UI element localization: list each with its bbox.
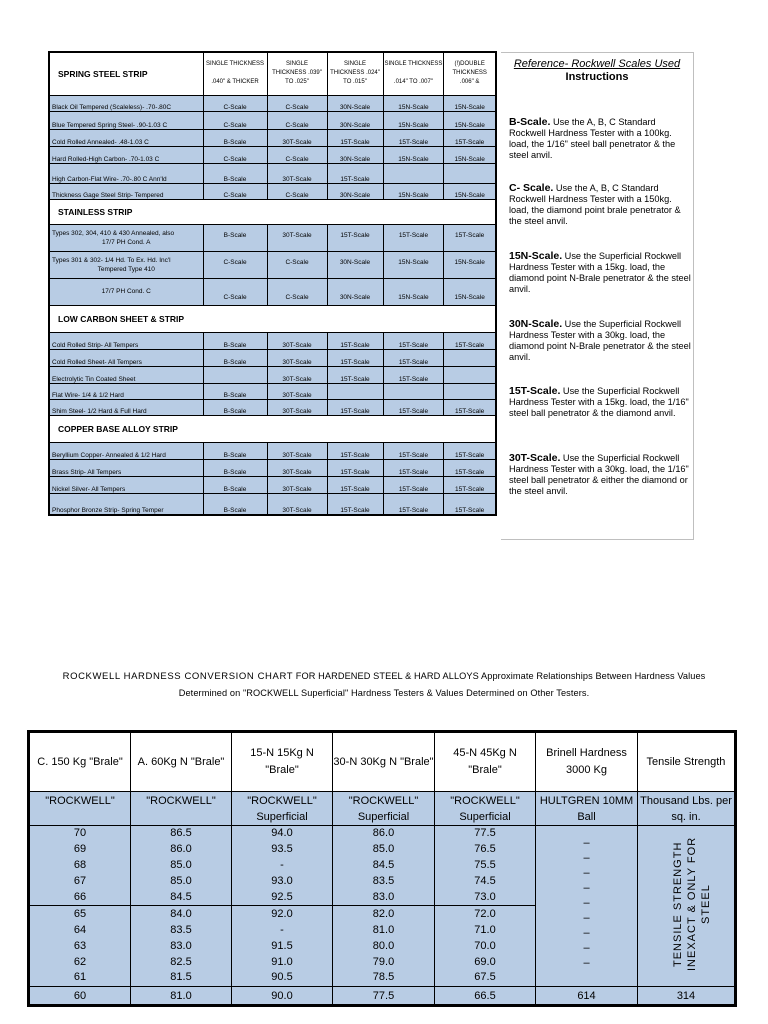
scale-cell: 15T-Scale [383,476,444,493]
material-name: Black Oil Tempered (Scaleless)- .70-.80C [49,95,203,111]
scale-cell: 15T-Scale [383,493,444,515]
scale-cell: 15T-Scale [383,349,444,366]
scale-cell: 15T-Scale [327,493,383,515]
column-subheader: "ROCKWELL" Superficial [435,792,536,826]
material-name-line-2: 17/7 PH Cond. A [102,238,151,246]
column-subheader: "ROCKWELL" [29,792,131,826]
scale-cell: 15N-Scale [444,111,496,129]
scale-cell: 30T-Scale [267,442,327,459]
scale-cell: B-Scale [203,129,267,146]
hardness-value: 84.5 [333,858,435,874]
scale-cell: 15N-Scale [444,251,496,278]
hardness-value: 69 [29,842,131,858]
hardness-value: 314 [638,987,736,1006]
brinell-value: – [583,837,590,849]
reference-item-b-scale [509,117,691,161]
scale-cell [327,383,383,399]
column-header-line: THICKNESS [452,70,487,77]
reference-item-15t-scale [509,386,691,419]
column-header: Brinell Hardness 3000 Kg [536,732,638,792]
hardness-value: 67.5 [435,970,536,987]
hardness-value: 66.5 [435,987,536,1006]
scale-cell [444,349,496,366]
scale-cell: C-Scale [267,111,327,129]
brinell-value: – [583,912,590,924]
section-title-lowcarbon: LOW CARBON SHEET & STRIP [49,305,496,332]
material-name-line-2: Tempered Type 410 [97,265,155,273]
reference-panel [501,52,694,540]
hardness-value: 82.0 [333,906,435,922]
spring-header-row [49,52,496,95]
hardness-value: 78.5 [333,970,435,987]
scale-cell: 15T-Scale [327,459,383,476]
scale-cell: 15T-Scale [444,224,496,251]
scale-description: Use the A, B, C Standard Rockwell Hardness Tester with a 150kg. load, the diamond point brale penetrator & the steel anvil. [509,183,681,226]
scale-description: Use the Superficial Rockwell Hardness Tester with a 15kg. load, the diamond point N-Brale penetrator & the steel anvil. [509,251,691,294]
brinell-value: – [583,957,590,969]
hardness-value: 82.5 [131,954,232,970]
hardness-value: 75.5 [435,858,536,874]
column-header-line: THICKNESS .024" [330,70,380,77]
material-name: Thickness Gage Steel Strip- Tempered [49,183,203,199]
scale-cell: 15N-Scale [383,183,444,199]
scale-cell: 15T-Scale [327,129,383,146]
hardness-value: 68 [29,858,131,874]
scale-cell: 15T-Scale [383,399,444,415]
column-subheader: "ROCKWELL" Superficial [232,792,333,826]
hardness-value: 77.5 [435,826,536,842]
hardness-value: 90.0 [232,987,333,1006]
scale-cell: 15T-Scale [383,459,444,476]
column-header [203,52,267,95]
scale-name: C- Scale. [509,182,554,194]
brinell-cell-group [536,826,638,987]
hardness-value: 85.0 [131,858,232,874]
brinell-value [536,971,637,986]
material-name: Beryllium Copper- Annealed & 1/2 Hard [49,442,203,459]
column-header: 45-N 45Kg N "Brale" [435,732,536,792]
hardness-value: 66 [29,890,131,906]
hardness-value: 64 [29,922,131,938]
hardness-value: 83.0 [131,938,232,954]
scale-cell: C-Scale [267,183,327,199]
scale-cell: B-Scale [203,459,267,476]
table-row [49,251,496,278]
reference-item-30n-scale [509,319,691,363]
scale-cell: 15T-Scale [327,476,383,493]
scale-cell: 30T-Scale [267,383,327,399]
scale-name: 30T-Scale. [509,452,561,464]
hardness-value: 83.5 [333,874,435,890]
conversion-header-row-2 [29,792,736,826]
hardness-value: 81.5 [131,970,232,987]
material-name: High Carbon-Flat Wire- .70-.80 C Ann'ld [49,163,203,183]
scale-cell: 30T-Scale [267,366,327,383]
table-row [49,129,496,146]
column-subheader: "ROCKWELL" Superficial [333,792,435,826]
section-row-stainless [49,199,496,224]
column-subheader: "ROCKWELL" [131,792,232,826]
column-header-line: SINGLE [285,61,308,68]
table-row [49,224,496,251]
scale-cell: 15T-Scale [444,442,496,459]
scale-description: Use the Superficial Rockwell Hardness Tester with a 15kg. load, the 1/16" steel ball penetrator & the diamond anvil. [509,386,689,418]
heading-rest: FOR HARDENED STEEL & HARD ALLOYS Approximate Relationships Between Hardness Values [293,671,706,681]
hardness-value: - [232,922,333,938]
scale-description: Use the Superficial Rockwell Hardness Tester with a 30kg. load, the diamond point N-Brale penetrator & the steel anvil. [509,319,691,362]
hardness-value: 93.0 [232,874,333,890]
reference-item-15n-scale [509,251,691,295]
scale-cell: 15T-Scale [327,224,383,251]
scale-name: 15T-Scale. [509,385,561,397]
tensile-note-cell [638,826,736,987]
scale-cell [444,366,496,383]
scale-cell: 15T-Scale [444,399,496,415]
scale-cell: 30T-Scale [267,129,327,146]
hardness-value: 92.0 [232,906,333,922]
conversion-chart-heading [0,668,768,701]
scale-cell [203,366,267,383]
hardness-value: 73.0 [435,890,536,906]
material-name-line-1: Types 302, 304, 410 & 430 Annealed, also [52,229,175,237]
scale-description: Use the A, B, C Standard Rockwell Hardness Tester with a 100kg. load, the 1/16" steel ball penetrator & the steel anvil. [509,117,676,160]
table-row [49,383,496,399]
scale-cell: C-Scale [267,251,327,278]
scale-cell: B-Scale [203,349,267,366]
scale-cell: 15N-Scale [383,146,444,163]
scale-cell: B-Scale [203,224,267,251]
hardness-value: 79.0 [333,954,435,970]
table-row [49,349,496,366]
rockwell-scales-table [48,51,497,516]
conversion-body [29,732,736,1006]
hardness-value: 81.0 [131,987,232,1006]
tensile-note: TENSILE STRENGTH INEXACT & ONLY FOR STEEL [672,836,712,971]
scale-cell: 30T-Scale [267,224,327,251]
scale-cell [444,163,496,183]
scale-name: B-Scale. [509,116,551,128]
scale-cell: 15N-Scale [444,146,496,163]
scale-cell [383,383,444,399]
hardness-value: 91.5 [232,938,333,954]
hardness-value: 61 [29,970,131,987]
brinell-value: – [583,882,590,894]
scale-cell: 15T-Scale [383,129,444,146]
scale-cell: 30T-Scale [267,476,327,493]
scale-cell: 15T-Scale [383,366,444,383]
scale-cell: 30T-Scale [267,399,327,415]
material-name: Brass Strip- All Tempers [49,459,203,476]
scale-cell: 15T-Scale [383,442,444,459]
heading-line-2: Determined on "ROCKWELL Superficial" Hardness Testers & Values Determined on Other Testers. [178,688,590,698]
header-spacer [385,69,443,78]
heading-caps: ROCKWELL HARDNESS CONVERSION CHART [62,671,294,682]
hardness-value: 92.5 [232,890,333,906]
hardness-value: 76.5 [435,842,536,858]
scale-cell: C-Scale [267,146,327,163]
hardness-value: 72.0 [435,906,536,922]
table-row [49,366,496,383]
column-header [267,52,327,95]
material-name [49,278,203,305]
hardness-value: 67 [29,874,131,890]
column-subheader: HULTGREN 10MM Ball [536,792,638,826]
table-row [49,476,496,493]
material-name-line-1: Types 301 & 302- 1/4 Hd. To Ex. Hd. Inc'l [52,256,171,264]
table-row [49,111,496,129]
material-name: Cold Rolled Strip- All Tempers [49,332,203,349]
table-row [49,183,496,199]
scale-cell: 30N-Scale [327,146,383,163]
scale-cell: 15T-Scale [327,399,383,415]
scale-cell: C-Scale [203,95,267,111]
scale-cell [444,383,496,399]
hardness-value: 614 [536,987,638,1006]
scale-cell: 15N-Scale [383,95,444,111]
scale-cell: C-Scale [203,146,267,163]
material-name [49,251,203,278]
reference-item-30t-scale [509,453,691,497]
scale-cell: 15T-Scale [327,349,383,366]
column-header [327,52,383,95]
scale-cell: 30T-Scale [267,332,327,349]
hardness-value: 71.0 [435,922,536,938]
scale-cell: 30T-Scale [267,163,327,183]
material-name: Phosphor Bronze Strip- Spring Temper [49,493,203,515]
hardness-value: 81.0 [333,922,435,938]
scale-cell: 15T-Scale [444,332,496,349]
hardness-value: 77.5 [333,987,435,1006]
section-row-copper [49,415,496,442]
table-row [49,442,496,459]
hardness-value: - [232,858,333,874]
hardness-value: 70.0 [435,938,536,954]
scale-cell: 15N-Scale [383,111,444,129]
column-header-line: .006" & [459,79,480,86]
column-header-line: SINGLE THICKNESS [384,61,443,68]
reference-subtitle: Instructions [565,71,629,83]
column-header: 30-N 30Kg N "Brale" [333,732,435,792]
brinell-value: – [583,927,590,939]
table-row [49,146,496,163]
scale-name: 15N-Scale. [509,250,563,262]
material-name: Cold Rolled Sheet- All Tempers [49,349,203,366]
column-header: Tensile Strength [638,732,736,792]
column-header-line: .040" & THICKER [211,79,259,86]
scale-cell: 30N-Scale [327,95,383,111]
material-name: Blue Tempered Spring Steel- .90-1.03 C [49,111,203,129]
material-name: Nickel Silver- All Tempers [49,476,203,493]
scale-cell: 15T-Scale [444,476,496,493]
column-header [383,52,444,95]
scale-cell: C-Scale [203,111,267,129]
material-name: Electrolytic Tin Coated Sheet [49,366,203,383]
scale-cell: 30N-Scale [327,278,383,305]
hardness-value: 80.0 [333,938,435,954]
table-row [49,493,496,515]
hardness-value: 86.0 [131,842,232,858]
scale-description: Use the Superficial Rockwell Hardness Tester with a 30kg. load, the 1/16" steel ball penetrator & either the diamond or the steel anvil. [509,453,689,496]
scale-cell: 15T-Scale [327,163,383,183]
section-title-spring: SPRING STEEL STRIP [49,52,203,95]
column-header-line: TO .015" [343,79,367,86]
scale-name: 30N-Scale. [509,318,563,330]
scale-cell: 30N-Scale [327,251,383,278]
scale-cell: B-Scale [203,332,267,349]
scale-cell: 30T-Scale [267,493,327,515]
table-row [49,278,496,305]
scale-cell: C-Scale [203,278,267,305]
column-header-line: (!)DOUBLE [454,61,485,68]
scale-cell: C-Scale [267,95,327,111]
scale-cell: 15T-Scale [444,129,496,146]
hardness-value: 85.0 [131,874,232,890]
scale-cell: C-Scale [203,251,267,278]
hardness-value: 90.5 [232,970,333,987]
column-header-line: SINGLE [343,61,366,68]
scale-cell: 15N-Scale [444,95,496,111]
material-name [49,224,203,251]
table-row [49,163,496,183]
material-name: Cold Rolled Annealed- .48-1.03 C [49,129,203,146]
column-header-line: THICKNESS .039" [272,70,322,77]
hardness-value: 74.5 [435,874,536,890]
scale-cell: 15N-Scale [444,278,496,305]
scale-cell: 30T-Scale [267,349,327,366]
scale-cell: C-Scale [203,183,267,199]
hardness-value: 94.0 [232,826,333,842]
scale-cell [383,163,444,183]
material-name: Shim Steel- 1/2 Hard & Full Hard [49,399,203,415]
material-name-line-2: 17/7 PH Cond. C [101,288,151,295]
scale-cell: 15T-Scale [327,366,383,383]
scale-cell: B-Scale [203,493,267,515]
brinell-value: – [583,897,590,909]
table-row [49,95,496,111]
hardness-value: 63 [29,938,131,954]
scale-cell: B-Scale [203,163,267,183]
table-row [29,987,736,1006]
scale-cell: 30N-Scale [327,111,383,129]
scale-cell: B-Scale [203,399,267,415]
table-row [29,826,736,842]
table-row [49,459,496,476]
hardness-value: 91.0 [232,954,333,970]
scale-cell: 15T-Scale [444,459,496,476]
hardness-value: 70 [29,826,131,842]
hardness-value: 69.0 [435,954,536,970]
scale-cell: 15T-Scale [444,493,496,515]
material-name: Hard Rolled-High Carbon- .70-1.03 C [49,146,203,163]
section-title-copper: COPPER BASE ALLOY STRIP [49,415,496,442]
brinell-value: – [583,867,590,879]
header-spacer [205,69,266,78]
scale-cell: 15T-Scale [383,224,444,251]
reference-item-c-scale [509,183,691,227]
scale-cell: B-Scale [203,476,267,493]
column-header: C. 150 Kg "Brale" [29,732,131,792]
column-header [444,52,496,95]
material-name: Flat Wire- 1/4 & 1/2 Hard [49,383,203,399]
hardness-value: 84.5 [131,890,232,906]
column-header: A. 60Kg N "Brale" [131,732,232,792]
hardness-value: 83.0 [333,890,435,906]
column-header-line: TO .025" [285,79,309,86]
column-header-line: SINGLE THICKNESS [206,61,264,68]
hardness-value: 85.0 [333,842,435,858]
conversion-table [27,730,737,1007]
scale-cell: B-Scale [203,442,267,459]
hardness-value: 60 [29,987,131,1006]
column-header: 15-N 15Kg N "Brale" [232,732,333,792]
hardness-value: 86.5 [131,826,232,842]
hardness-value: 62 [29,954,131,970]
scale-cell: 15T-Scale [327,442,383,459]
scale-cell: C-Scale [267,278,327,305]
section-title-stainless: STAINLESS STRIP [49,199,496,224]
reference-title: Reference- Rockwell Scales Used [513,58,681,70]
conversion-header-row-1 [29,732,736,792]
heading-line-1 [0,668,768,685]
column-subheader: Thousand Lbs. per sq. in. [638,792,736,826]
brinell-value: – [583,942,590,954]
hardness-value: 93.5 [232,842,333,858]
scale-cell: B-Scale [203,383,267,399]
scale-cell: 15N-Scale [444,183,496,199]
brinell-value: – [583,852,590,864]
table-row [49,332,496,349]
scale-cell: 30T-Scale [267,459,327,476]
section-row-lowcarbon [49,305,496,332]
hardness-value: 65 [29,906,131,922]
rockwell-scales-body [49,52,496,515]
scale-cell: 30N-Scale [327,183,383,199]
hardness-value: 86.0 [333,826,435,842]
hardness-value: 83.5 [131,922,232,938]
scale-cell: 15T-Scale [327,332,383,349]
scale-cell: 15T-Scale [383,332,444,349]
column-header-line: .014" TO .007" [393,79,433,86]
scale-cell: 15N-Scale [383,278,444,305]
hardness-value: 84.0 [131,906,232,922]
table-row [49,399,496,415]
scale-cell: 15N-Scale [383,251,444,278]
